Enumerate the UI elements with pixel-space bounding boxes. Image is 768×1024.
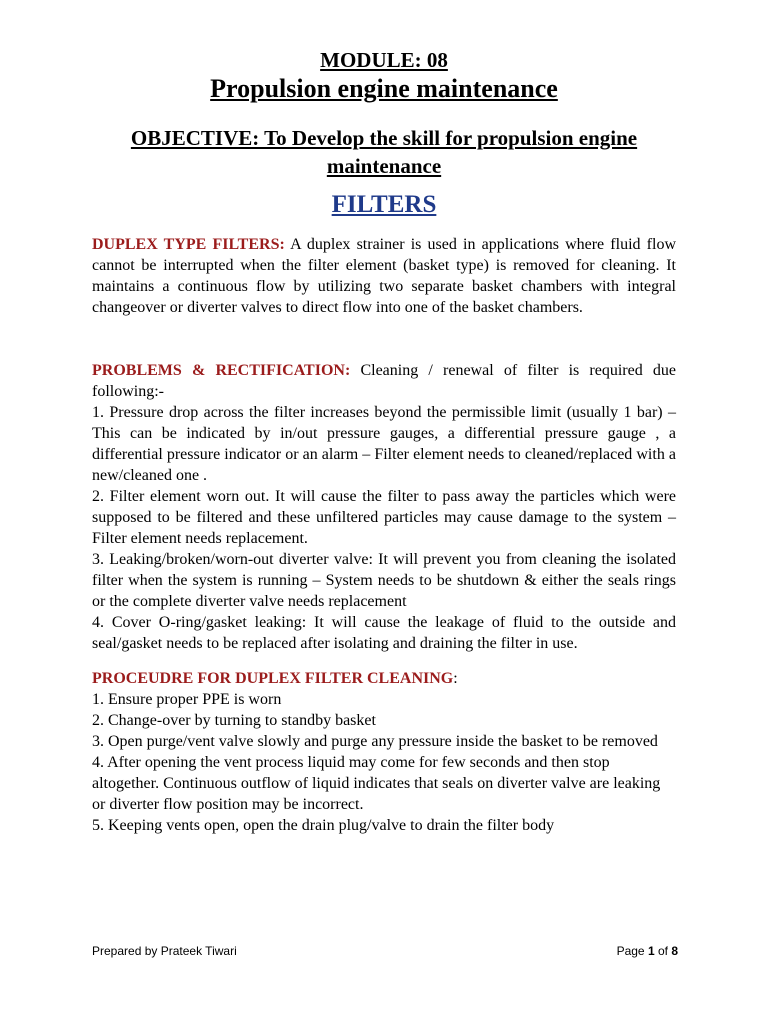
duplex-label: DUPLEX TYPE FILTERS: xyxy=(92,236,285,253)
procedure-item: 1. Ensure proper PPE is worn xyxy=(92,691,282,708)
footer-author: Prepared by Prateek Tiwari xyxy=(92,944,237,958)
page-current: 1 xyxy=(647,944,655,958)
problems-label: PROBLEMS & RECTIFICATION: xyxy=(92,362,351,379)
objective-line-1: OBJECTIVE: To Develop the skill for propulsion engine xyxy=(130,126,638,150)
problem-item: 4. Cover O-ring/gasket leaking: It will cause the leakage of fluid to the outside and seal/gasket needs to be replaced after isolating and draining the filter in use. xyxy=(92,614,676,652)
procedure-item: 5. Keeping vents open, open the drain plug/valve to drain the filter body xyxy=(92,817,555,834)
problems-intro-paragraph xyxy=(92,360,676,402)
problem-item: 3. Leaking/broken/worn-out diverter valve: It will prevent you from cleaning the isolated filter when the system is running – System needs to be shutdown & either the seals rings or the complete diverter valve needs replacement xyxy=(92,551,676,610)
procedure-item: 3. Open purge/vent valve slowly and purge any pressure inside the basket to be removed xyxy=(92,733,658,750)
section-heading-filters: FILTERS xyxy=(331,191,437,218)
page-total: 8 xyxy=(671,944,678,958)
problems-section xyxy=(92,360,676,654)
problem-item: 1. Pressure drop across the filter increases beyond the permissible limit (usually 1 bar) – This can be indicated by in/out pressure gauges, a differential pressure gauge , a differential pressure indicator or an alarm – Filter element needs to cleaned/replaced with a new/cleaned one . xyxy=(92,404,676,484)
procedure-heading xyxy=(92,668,676,689)
duplex-text: A duplex strainer is used in applications where fluid flow cannot be interrupted when the filter element (basket type) is removed for cleaning. It maintains a continuous flow by utilizing two separate basket chambers with integral changeover or diverter valves to direct flow into one of the basket chambers. xyxy=(92,236,676,316)
problem-item: 2. Filter element worn out. It will cause the filter to pass away the particles which were supposed to be filtered and these unfiltered particles may cause damage to the system – Filter element needs replacement. xyxy=(92,488,676,547)
procedure-section xyxy=(92,668,676,836)
objective-heading xyxy=(100,124,668,180)
module-number: MODULE: 08 xyxy=(320,48,448,72)
procedure-colon: : xyxy=(453,670,458,687)
footer-page-number xyxy=(617,944,678,958)
page-title: Propulsion engine maintenance xyxy=(210,74,558,103)
procedure-item: 4. After opening the vent process liquid may come for few seconds and then stop altogether. Continuous outflow of liquid indicates that seals on diverter valve are leaking or diverter flow position may be incorrect. xyxy=(92,754,661,813)
page-prefix: Page xyxy=(616,944,648,958)
procedure-label: PROCEUDRE FOR DUPLEX FILTER CLEANING xyxy=(92,670,454,687)
objective-line-2: maintenance xyxy=(326,154,442,178)
duplex-paragraph xyxy=(92,234,676,318)
procedure-item: 2. Change-over by turning to standby basket xyxy=(92,712,376,729)
page-of: of xyxy=(654,944,672,958)
problems-intro: Cleaning / renewal of filter is required due following:- xyxy=(92,362,677,400)
